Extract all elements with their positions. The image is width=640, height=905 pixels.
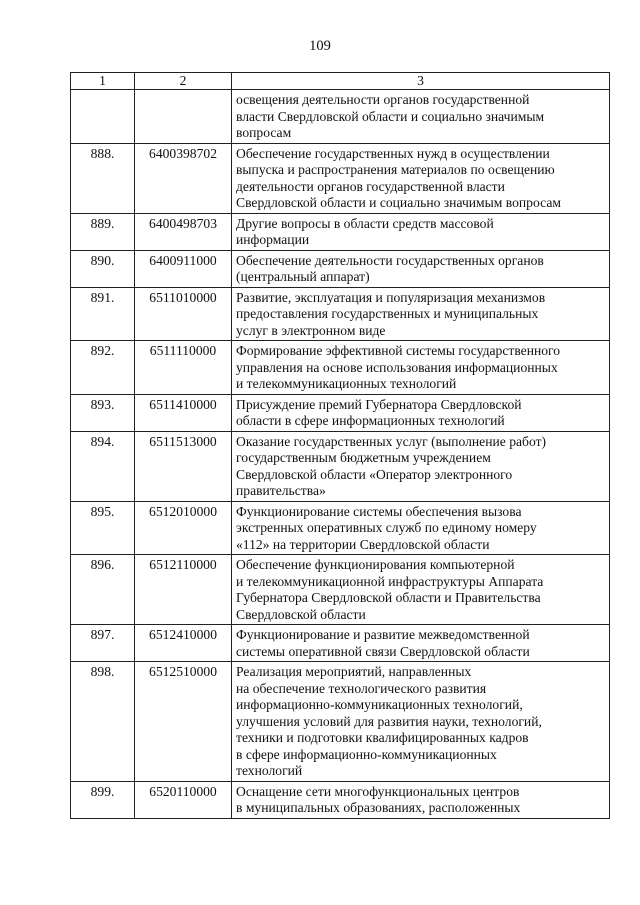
- column-header: 1: [71, 73, 135, 90]
- table-row: [71, 625, 610, 662]
- row-description: Обеспечение функционирования компьютерной и телекоммуникационной инфраструктуры Аппарата Губернатора Свердловской области и Правительства Свердловской области: [232, 555, 610, 625]
- table-row: [71, 394, 610, 431]
- row-description: Функционирование системы обеспечения вызова экстренных оперативных служб по единому номеру «112» на территории Свердловской области: [232, 501, 610, 555]
- table-row: [71, 431, 610, 501]
- row-code: 6400398702: [135, 143, 232, 213]
- row-description: Формирование эффективной системы государственного управления на основе использования информационных и телекоммуникационных технологий: [232, 341, 610, 395]
- row-number: 898.: [71, 662, 135, 782]
- table-row: [71, 287, 610, 341]
- table-row: [71, 90, 610, 144]
- row-code: 6511010000: [135, 287, 232, 341]
- row-number: 888.: [71, 143, 135, 213]
- page-number: 109: [309, 38, 331, 54]
- row-code: 6512410000: [135, 625, 232, 662]
- document-table: [70, 72, 610, 819]
- row-number: [71, 90, 135, 144]
- table-row: [71, 143, 610, 213]
- row-code: 6512110000: [135, 555, 232, 625]
- row-description: Оснащение сети многофункциональных центров в муниципальных образованиях, расположенных: [232, 781, 610, 818]
- row-code: 6511513000: [135, 431, 232, 501]
- row-code: 6512010000: [135, 501, 232, 555]
- row-number: 890.: [71, 250, 135, 287]
- row-number: 892.: [71, 341, 135, 395]
- row-code: [135, 90, 232, 144]
- table-row: [71, 501, 610, 555]
- column-header: 3: [232, 73, 610, 90]
- table-row: [71, 555, 610, 625]
- table-header-row: [71, 73, 610, 90]
- row-code: 6511110000: [135, 341, 232, 395]
- column-header: 2: [135, 73, 232, 90]
- row-number: 899.: [71, 781, 135, 818]
- table-row: [71, 213, 610, 250]
- row-code: 6400911000: [135, 250, 232, 287]
- table-row: [71, 250, 610, 287]
- row-description: Обеспечение деятельности государственных органов (центральный аппарат): [232, 250, 610, 287]
- row-code: 6511410000: [135, 394, 232, 431]
- row-description: освещения деятельности органов государственной власти Свердловской области и социально значимым вопросам: [232, 90, 610, 144]
- row-description: Реализация мероприятий, направленных на обеспечение технологического развития информационно-коммуникационных технологий, улучшения условий для развития науки, технологий, техники и подготовки квалифицированных кадров в сфере информационно-коммуникационных технологий: [232, 662, 610, 782]
- row-number: 895.: [71, 501, 135, 555]
- row-description: Обеспечение государственных нужд в осуществлении выпуска и распространения материалов по освещению деятельности органов государственной власти Свердловской области и социально значимым вопросам: [232, 143, 610, 213]
- row-number: 894.: [71, 431, 135, 501]
- row-description: Присуждение премий Губернатора Свердловской области в сфере информационных технологий: [232, 394, 610, 431]
- row-description: Развитие, эксплуатация и популяризация механизмов предоставления государственных и муниципальных услуг в электронном виде: [232, 287, 610, 341]
- row-number: 896.: [71, 555, 135, 625]
- row-code: 6400498703: [135, 213, 232, 250]
- row-number: 891.: [71, 287, 135, 341]
- row-description: Другие вопросы в области средств массовой информации: [232, 213, 610, 250]
- table-row: [71, 662, 610, 782]
- row-description: Функционирование и развитие межведомственной системы оперативной связи Свердловской области: [232, 625, 610, 662]
- table-row: [71, 781, 610, 818]
- row-number: 893.: [71, 394, 135, 431]
- row-description: Оказание государственных услуг (выполнение работ) государственным бюджетным учреждением Свердловской области «Оператор электронного правительства»: [232, 431, 610, 501]
- row-code: 6512510000: [135, 662, 232, 782]
- row-code: 6520110000: [135, 781, 232, 818]
- row-number: 889.: [71, 213, 135, 250]
- row-number: 897.: [71, 625, 135, 662]
- table-row: [71, 341, 610, 395]
